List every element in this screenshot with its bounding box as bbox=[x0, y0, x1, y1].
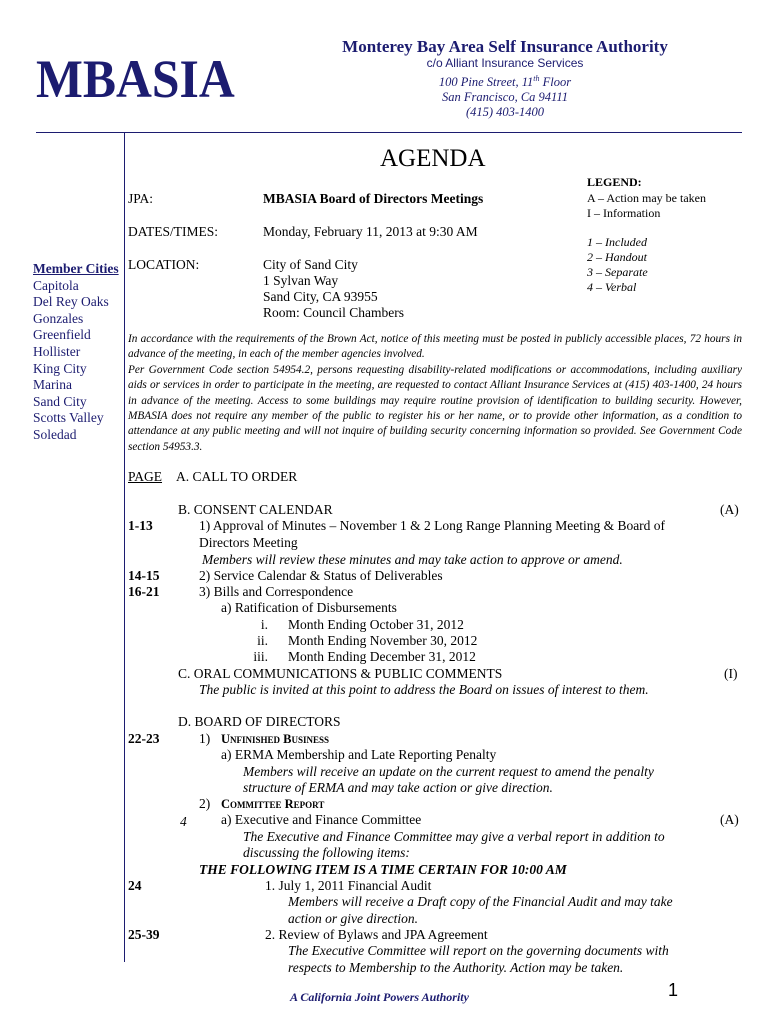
item-d1a-note-line2: structure of ERMA and may take action or give direction. bbox=[243, 780, 553, 795]
location-label: LOCATION: bbox=[128, 257, 200, 272]
page-column-header: PAGE bbox=[128, 469, 163, 484]
sub-item-text: Month Ending October 31, 2012 bbox=[288, 617, 464, 632]
section-c-heading: C. ORAL COMMUNICATIONS & PUBLIC COMMENTS bbox=[178, 666, 503, 681]
jpa-label: JPA: bbox=[128, 191, 154, 206]
sub-item-num: i. bbox=[260, 617, 268, 632]
item-bylaws: 2. Review of Bylaws and JPA Agreement bbox=[265, 927, 488, 942]
page-ref: 1-13 bbox=[128, 518, 153, 533]
item-d2-title: Committee Report bbox=[221, 797, 325, 811]
member-cities-title: Member Cities bbox=[33, 261, 119, 276]
mbasia-logo: MBASIA bbox=[36, 49, 235, 109]
member-city: Gonzales bbox=[33, 310, 84, 326]
sub-item-text: Month Ending November 30, 2012 bbox=[288, 633, 478, 648]
item-d1-title: Unfinished Business bbox=[221, 732, 330, 746]
page-ref: 16-21 bbox=[128, 584, 160, 599]
header-divider bbox=[36, 132, 742, 133]
page-ref: 25-39 bbox=[128, 927, 160, 942]
item-audit-note-line2: action or give direction. bbox=[288, 911, 418, 926]
member-cities-list bbox=[33, 261, 119, 444]
care-of-line: c/o Alliant Insurance Services bbox=[426, 56, 584, 70]
location-line: City of Sand City bbox=[263, 257, 358, 272]
dates-label: DATES/TIMES: bbox=[128, 224, 219, 239]
item-d2a-note-line2: discussing the following items: bbox=[243, 845, 410, 860]
member-city: Greenfield bbox=[33, 327, 91, 343]
item-b1-note: Members will review these minutes and may take action to approve or amend. bbox=[202, 552, 623, 567]
item-b2: 2) Service Calendar & Status of Deliverables bbox=[199, 568, 443, 583]
item-b3a: a) Ratification of Disbursements bbox=[221, 600, 397, 615]
location-line: Sand City, CA 93955 bbox=[263, 289, 378, 304]
sidebar-divider bbox=[124, 132, 125, 962]
phone-number: (415) 403-1400 bbox=[465, 105, 545, 119]
item-audit-note: Members will receive a Draft copy of the Financial Audit and may take bbox=[288, 894, 673, 909]
item-d2a-legend-code: 4 bbox=[180, 814, 187, 829]
section-d-heading: D. BOARD OF DIRECTORS bbox=[178, 714, 341, 729]
item-d2a-note: The Executive and Finance Committee may give a verbal report in addition to bbox=[243, 829, 665, 844]
member-city: Capitola bbox=[33, 277, 79, 293]
address-street: 100 Pine Street, 11th Floor bbox=[438, 74, 572, 90]
member-city: Marina bbox=[33, 377, 72, 393]
item-bylaws-note-line2: respects to Membership to the Authority. Action may be taken. bbox=[288, 960, 624, 975]
item-d1-num: 1) bbox=[199, 731, 211, 746]
item-b1-line2: Directors Meeting bbox=[199, 535, 298, 550]
legend-item: I – Information bbox=[587, 206, 661, 220]
agenda-title: AGENDA bbox=[380, 145, 486, 172]
organization-name: Monterey Bay Area Self Insurance Authority bbox=[342, 37, 668, 56]
page-ref: 22-23 bbox=[128, 731, 160, 746]
footer-tagline: A California Joint Powers Authority bbox=[290, 990, 469, 1004]
legend-code: 1 – Included bbox=[587, 235, 647, 249]
legend-codes bbox=[587, 235, 648, 295]
page-number: 1 bbox=[668, 980, 679, 1000]
notice-paragraph: In accordance with the requirements of the Brown Act, notice of this meeting must be posted in publicly accessible places, 72 hours in advance of the meeting, in each of the member agencies involved. bbox=[128, 333, 742, 361]
item-audit: 1. July 1, 2011 Financial Audit bbox=[265, 878, 432, 893]
member-city: Sand City bbox=[33, 393, 87, 409]
legend-title: LEGEND: bbox=[587, 175, 642, 189]
location-line: Room: Council Chambers bbox=[263, 305, 404, 320]
item-d2a: a) Executive and Finance Committee bbox=[221, 812, 422, 827]
legend-actions bbox=[587, 191, 706, 221]
item-d1a: a) ERMA Membership and Late Reporting Penalty bbox=[221, 747, 497, 762]
jpa-value: MBASIA Board of Directors Meetings bbox=[263, 191, 484, 206]
time-certain-notice: THE FOLLOWING ITEM IS A TIME CERTAIN FOR 10:00 AM bbox=[199, 862, 567, 877]
item-d2a-code: (A) bbox=[720, 812, 739, 827]
item-d2-num: 2) bbox=[199, 796, 211, 811]
member-city: Scotts Valley bbox=[33, 410, 104, 426]
sub-item-num: ii. bbox=[257, 633, 268, 648]
section-a-heading: A. CALL TO ORDER bbox=[176, 469, 298, 484]
notice-paragraph: Per Government Code section 54954.2, persons requesting disability-related modifications or accommodations, including auxiliary aids or services in order to participate in the meeting, are requested to contact Alliant Insurance Services at (415) 403-1400, 24 hours in advance of the meeting. Access to some buildings may require routine provision of identification to building security. However, MBASIA does not require any member of the public to register his or her name, or to provide other information, as a condition to attendance at any public meeting and will not inquire of building security concerning information so provided. See Government Code section 54953.3. bbox=[128, 363, 742, 453]
sub-item-num: iii. bbox=[253, 649, 268, 664]
page-ref: 24 bbox=[128, 878, 142, 893]
location-line: 1 Sylvan Way bbox=[263, 273, 339, 288]
section-b-code: (A) bbox=[720, 502, 739, 517]
page-ref: 14-15 bbox=[128, 568, 160, 583]
section-c-note: The public is invited at this point to address the Board on issues of interest to them. bbox=[199, 682, 649, 697]
section-b-heading: B. CONSENT CALENDAR bbox=[178, 502, 333, 517]
address-city: San Francisco, Ca 94111 bbox=[442, 90, 568, 104]
item-b1: 1) Approval of Minutes – November 1 & 2 Long Range Planning Meeting & Board of bbox=[199, 518, 666, 533]
member-city: Soledad bbox=[33, 426, 77, 442]
legend-code: 4 – Verbal bbox=[587, 280, 637, 294]
section-c-code: (I) bbox=[724, 666, 738, 681]
legend-item: A – Action may be taken bbox=[587, 191, 706, 205]
member-city: Del Rey Oaks bbox=[33, 294, 109, 310]
dates-value: Monday, February 11, 2013 at 9:30 AM bbox=[263, 224, 478, 239]
member-city: Hollister bbox=[33, 343, 81, 359]
sub-item-text: Month Ending December 31, 2012 bbox=[288, 649, 476, 664]
legend-code: 2 – Handout bbox=[587, 250, 647, 264]
location-value bbox=[263, 257, 404, 321]
member-city: King City bbox=[33, 360, 87, 376]
item-bylaws-note: The Executive Committee will report on the governing documents with bbox=[288, 943, 669, 958]
brown-act-notice bbox=[128, 332, 742, 455]
legend-code: 3 – Separate bbox=[587, 265, 648, 279]
item-d1a-note: Members will receive an update on the current request to amend the penalty bbox=[243, 764, 654, 779]
item-b3: 3) Bills and Correspondence bbox=[199, 584, 354, 599]
